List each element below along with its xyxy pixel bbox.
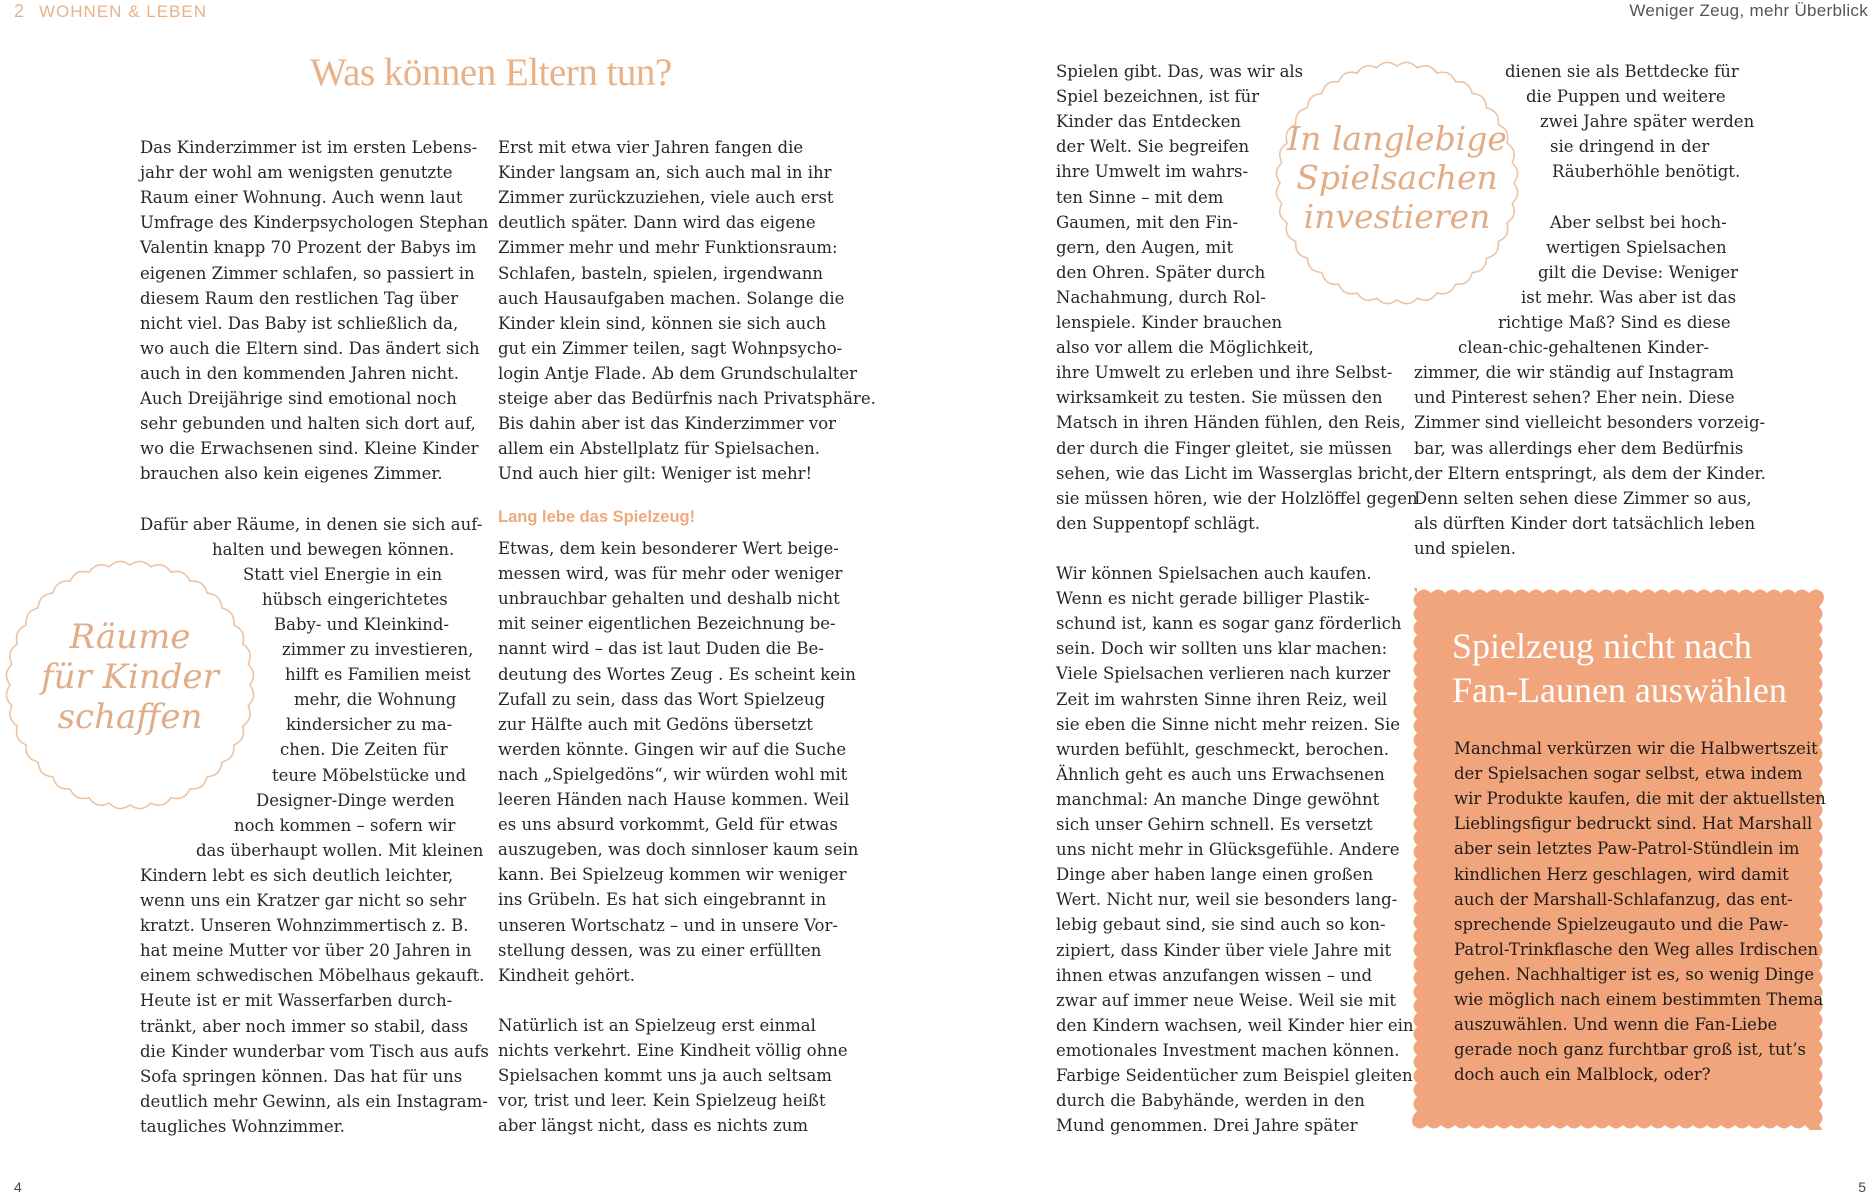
info-box	[1412, 588, 1824, 1130]
folio-left: 4	[14, 1179, 22, 1195]
text-line: Nachahmung, durch Rol-	[1056, 287, 1266, 307]
text-line: die Puppen und weitere	[1526, 87, 1726, 107]
text-line: werden könnte. Gingen wir auf die Suche	[498, 739, 847, 759]
running-head-right: Weniger Zeug, mehr Überblick	[1629, 1, 1868, 20]
info-box-text-line: Patrol-Trinkflasche den Weg alles Irdischen	[1454, 939, 1819, 959]
text-line: ihre Umwelt zu erleben und ihre Selbst-	[1056, 363, 1393, 383]
text-line: sehr gebunden und halten sich dort auf,	[140, 414, 476, 434]
text-line: Zeit im wahrsten Sinne ihren Reiz, weil	[1056, 689, 1388, 709]
text-line: taugliches Wohnzimmer.	[140, 1116, 345, 1136]
text-line: sich unser Gehirn schnell. Es versetzt	[1056, 815, 1373, 834]
text-line: kindersicher zu ma-	[286, 715, 453, 735]
text-line: Wenn es nicht gerade billiger Plastik-	[1056, 589, 1370, 609]
text-line: Statt viel Energie in ein	[243, 564, 443, 584]
text-line: das überhaupt wollen. Mit kleinen	[196, 840, 484, 860]
circle-quote-text	[1272, 120, 1522, 237]
text-line: Und auch hier gilt: Weniger ist mehr!	[498, 464, 813, 484]
text-line: den Kindern wachsen, weil Kinder hier ein	[1056, 1015, 1414, 1035]
info-box-text-line: kindlichen Herz geschlagen, wird damit	[1454, 864, 1789, 884]
text-line: Kinder klein sind, können sie sich auch	[498, 313, 827, 333]
text-line: Wir können Spielsachen auch kaufen.	[1056, 564, 1372, 583]
text-line: brauchen also kein eigenes Zimmer.	[140, 464, 443, 484]
info-box-text-line: gehen. Nachhaltiger ist es, so wenig Dinge	[1454, 964, 1815, 984]
text-line: bar, was allerdings eher dem Bedürfnis	[1414, 438, 1744, 458]
text-line: Spiel bezeichnen, ist für	[1056, 87, 1260, 107]
text-line: es uns absurd vorkommt, Geld für etwas	[498, 815, 838, 835]
subhead: Lang lebe das Spielzeug!	[498, 508, 696, 526]
pull-quote-circle-right	[1272, 58, 1522, 308]
text-line: kann. Bei Spielzeug kommen wir weniger	[498, 865, 847, 885]
text-line: Raum einer Wohnung. Auch wenn laut	[140, 188, 463, 208]
text-line: hat meine Mutter vor über 20 Jahren in	[140, 941, 472, 961]
text-line: Matsch in ihren Händen fühlen, den Reis,	[1056, 413, 1406, 433]
text-line: durch die Babyhände, werden in den	[1056, 1091, 1365, 1111]
pull-quote-circle-left	[2, 557, 258, 813]
text-line: schund ist, kann es sogar ganz förderlich	[1056, 614, 1402, 634]
text-line: deutlich später. Dann wird das eigene	[498, 213, 816, 233]
info-box-text-line: wir Produkte kaufen, die mit der aktuellsten	[1454, 789, 1826, 809]
page-title: Was können Eltern tun?	[310, 51, 672, 94]
text-line: ihnen etwas anzufangen wissen – und	[1056, 965, 1373, 985]
text-line: Gaumen, mit den Fin-	[1056, 212, 1239, 232]
text-line: Erst mit etwa vier Jahren fangen die	[498, 138, 804, 157]
text-line: Kindern lebt es sich deutlich leichter,	[140, 865, 454, 885]
text-line: vor, trist und leer. Kein Spielzeug heißt	[498, 1091, 826, 1111]
text-line: clean-chic-gehaltenen Kinder-	[1458, 338, 1710, 358]
text-line: Aber selbst bei hoch-	[1550, 212, 1727, 232]
text-line: der Welt. Sie begreifen	[1056, 137, 1250, 157]
text-line: zwei Jahre später werden	[1540, 112, 1755, 132]
text-line: mehr, die Wohnung	[294, 690, 457, 710]
info-box-text-line: aber sein letztes Paw-Patrol-Stündlein im	[1454, 839, 1800, 859]
text-line: nannt wird – das ist laut Duden die Be-	[498, 639, 824, 659]
text-line: Dinge aber haben lange einen großen	[1056, 865, 1374, 885]
running-head-left	[14, 1, 207, 22]
text-line: Farbige Seidentücher zum Beispiel gleiten	[1056, 1066, 1413, 1085]
text-line: leeren Händen nach Hause kommen. Weil	[498, 790, 850, 809]
circle-quote-line: investieren	[1303, 196, 1491, 236]
text-line: Zimmer zurückzuziehen, viele auch erst	[498, 188, 834, 208]
circle-quote-line: In langlebige	[1287, 119, 1507, 158]
text-line: Kinder das Entdecken	[1056, 112, 1242, 132]
text-line: und spielen.	[1414, 538, 1517, 558]
text-line: sie eben die Sinne nicht mehr reizen. Sie	[1056, 714, 1401, 734]
text-line: Sofa springen können. Das hat für uns	[140, 1066, 463, 1086]
text-line: chen. Die Zeiten für	[280, 740, 448, 760]
text-line: Mund genommen. Drei Jahre später	[1056, 1116, 1358, 1136]
text-line: Denn selten sehen diese Zimmer so aus,	[1414, 488, 1752, 508]
text-line: Auch Dreijährige sind emotional noch	[140, 389, 457, 408]
text-line: den Suppentopf schlägt.	[1056, 513, 1261, 533]
text-line: auch Hausaufgaben machen. Solange die	[498, 288, 845, 308]
text-line: unbrauchbar gehalten und deshalb nicht	[498, 589, 840, 609]
text-line: Bis dahin aber ist das Kinderzimmer vor	[498, 414, 837, 434]
text-line: den Ohren. Später durch	[1056, 262, 1266, 282]
text-line: diesem Raum den restlichen Tag über	[140, 288, 459, 308]
text-line: Heute ist er mit Wasserfarben durch-	[140, 991, 453, 1011]
text-line: nichts verkehrt. Eine Kindheit völlig ohne	[498, 1041, 848, 1060]
text-line: ihre Umwelt im wahrs-	[1056, 162, 1249, 182]
text-line: die Kinder wunderbar vom Tisch aus aufs	[140, 1041, 489, 1061]
text-line: Räuberhöhle benötigt.	[1552, 162, 1741, 182]
text-line: einem schwedischen Möbelhaus gekauft.	[140, 966, 485, 986]
text-line: ist mehr. Was aber ist das	[1521, 287, 1737, 307]
text-line: wertigen Spielsachen	[1546, 237, 1727, 257]
text-line: auszugeben, was doch sinnloser kaum sein	[498, 840, 859, 860]
folio-right: 5	[1858, 1179, 1866, 1195]
text-line: noch kommen – sofern wir	[234, 815, 456, 835]
text-line: gern, den Augen, mit	[1056, 237, 1234, 257]
text-line: lebig gebaut sind, sie sind auch so kon-	[1056, 915, 1386, 935]
text-line: zwar auf immer neue Weise. Weil sie mit	[1056, 990, 1396, 1010]
text-line: nicht viel. Das Baby ist schließlich da,	[140, 313, 459, 333]
text-line: unseren Wortschatz – und in unsere Vor-	[498, 915, 838, 935]
text-line: jahr der wohl am wenigsten genutzte	[140, 163, 453, 183]
text-line: zipiert, dass Kinder über viele Jahre mit	[1056, 940, 1392, 960]
text-line: sie müssen hören, wie der Holzlöffel gegen	[1056, 488, 1418, 508]
text-line: sehen, wie das Licht im Wasserglas bricht,	[1056, 463, 1414, 483]
circle-quote-line: schaffen	[57, 697, 203, 738]
circle-quote-text	[2, 617, 258, 737]
text-line: Umfrage des Kinderpsychologen Stephan	[140, 213, 489, 233]
text-line: wo die Erwachsenen sind. Kleine Kinder	[140, 439, 479, 459]
text-line: zimmer zu investieren,	[282, 640, 474, 659]
text-line: Baby- und Kleinkind-	[274, 614, 450, 634]
info-box-text-line: doch auch ein Malblock, oder?	[1454, 1065, 1711, 1085]
text-line: der durch die Finger gleitet, sie müssen	[1056, 438, 1393, 458]
info-box-text-line: wie möglich nach einem bestimmten Thema	[1454, 990, 1824, 1009]
text-line: deutlich mehr Gewinn, als ein Instagram-	[140, 1091, 488, 1111]
info-box-text-line: auszuwählen. Und wenn die Fan-Liebe	[1454, 1015, 1778, 1035]
text-line: Viele Spielsachen verlieren nach kurzer	[1056, 664, 1391, 684]
info-box-title-line: Spielzeug nicht nach	[1452, 626, 1752, 666]
text-line: tränkt, aber noch immer so stabil, dass	[140, 1016, 469, 1036]
text-line: dienen sie als Bettdecke für	[1505, 62, 1739, 81]
text-line: emotionales Investment machen können.	[1056, 1040, 1400, 1060]
text-line: sein. Doch wir sollten uns klar machen:	[1056, 639, 1388, 659]
text-line: manchmal: An manche Dinge gewöhnt	[1056, 789, 1380, 809]
text-line: Schlafen, basteln, spielen, irgendwann	[498, 263, 824, 283]
text-line: Das Kinderzimmer ist im ersten Lebens-	[140, 138, 478, 157]
text-line: Kindheit gehört.	[498, 965, 635, 985]
info-box-text-line: auch der Marshall-Schlafanzug, das ent-	[1454, 889, 1793, 909]
text-line: richtige Maß? Sind es diese	[1498, 313, 1731, 332]
text-line: gilt die Devise: Weniger	[1538, 262, 1738, 282]
text-line: gut ein Zimmer teilen, sagt Wohnpsycho-	[498, 338, 843, 358]
text-line: Ähnlich geht es auch uns Erwachsenen	[1056, 764, 1385, 784]
circle-quote-line: Spielsachen	[1296, 157, 1498, 197]
text-line: ten Sinne – mit dem	[1056, 187, 1224, 207]
info-box-text-line: sprechende Spielzeugauto und die Paw-	[1454, 914, 1789, 934]
text-line: teure Möbelstücke und	[272, 765, 467, 785]
text-line: Kinder langsam an, sich auch mal in ihr	[498, 163, 832, 183]
text-line: und Pinterest sehen? Eher nein. Diese	[1414, 388, 1735, 408]
text-line: wo auch die Eltern sind. Das ändert sich	[140, 338, 480, 358]
text-line: nach „Spielgedöns“, wir würden wohl mit	[498, 764, 848, 784]
text-line: Spielen gibt. Das, was wir als	[1056, 62, 1304, 81]
text-line: Zimmer mehr und mehr Funktionsraum:	[498, 238, 838, 258]
text-line: Natürlich ist an Spielzeug erst einmal	[498, 1015, 816, 1035]
text-line: stellung dessen, was zu einer erfüllten	[498, 940, 822, 960]
page-number-label: 2	[14, 1, 26, 21]
text-line: wirksamkeit zu testen. Sie müssen den	[1056, 388, 1383, 408]
circle-quote-line: Räume	[69, 617, 191, 657]
text-line: messen wird, was für mehr oder weniger	[498, 564, 843, 584]
text-line: halten und bewegen können.	[212, 539, 455, 559]
text-line: hilft es Familien meist	[285, 665, 471, 685]
info-box-text-line: der Spielsachen sogar selbst, etwa indem	[1454, 764, 1803, 784]
text-line: wenn uns ein Kratzer gar nicht so sehr	[140, 891, 467, 910]
info-box-title-line: Fan-Launen auswählen	[1452, 670, 1787, 710]
text-line: Valentin knapp 70 Prozent der Babys im	[140, 238, 477, 258]
text-line: auch in den kommenden Jahren nicht.	[140, 363, 459, 383]
circle-quote-line: für Kinder	[41, 657, 219, 698]
text-line: als dürften Kinder dort tatsächlich leben	[1414, 513, 1756, 533]
text-line: hübsch eingerichtetes	[262, 589, 448, 609]
text-line: Dafür aber Räume, in denen sie sich auf-	[140, 514, 483, 534]
text-line: Designer-Dinge werden	[256, 790, 455, 810]
text-line: mit seiner eigentlichen Bezeichnung be-	[498, 614, 836, 634]
text-line: sie dringend in der	[1550, 137, 1710, 157]
info-box-text-line: Lieblingsfigur bedruckt sind. Hat Marshall	[1454, 814, 1813, 834]
info-box-text-line: Manchmal verkürzen wir die Halbwertszeit	[1454, 739, 1818, 758]
text-line: allem ein Abstellplatz für Spielsachen.	[498, 439, 820, 459]
text-line: Etwas, dem kein besonderer Wert beige-	[498, 539, 839, 558]
text-line: wurden befühlt, geschmeckt, berochen.	[1056, 739, 1390, 759]
text-line: also vor allem die Möglichkeit,	[1056, 338, 1314, 358]
text-line: eigenen Zimmer schlafen, so passiert in	[140, 263, 475, 283]
text-line: zur Hälfte auch mit Gedöns übersetzt	[498, 714, 813, 734]
text-line: steige aber das Bedürfnis nach Privatsphäre.	[498, 389, 876, 408]
section-label: WOHNEN & LEBEN	[39, 2, 207, 21]
text-line: der Eltern entspringt, als dem der Kinder.	[1414, 463, 1766, 483]
text-line: deutung des Wortes Zeug . Es scheint kein	[498, 664, 856, 684]
info-box-text-line: gerade noch ganz furchtbar groß ist, tut’s	[1454, 1040, 1807, 1060]
text-line: ins Grübeln. Es hat sich eingebrannt in	[498, 890, 827, 910]
text-line: Spielsachen kommt uns ja auch seltsam	[498, 1066, 832, 1086]
text-line: lenspiele. Kinder brauchen	[1056, 313, 1283, 332]
text-line: Wert. Nicht nur, weil sie besonders lang-	[1056, 890, 1398, 910]
text-line: uns nicht mehr in Glücksgefühle. Andere	[1056, 840, 1400, 860]
text-line: aber längst nicht, dass es nichts zum	[498, 1116, 808, 1136]
text-line: Zufall zu sein, dass das Wort Spielzeug	[498, 689, 826, 709]
text-line: zimmer, die wir ständig auf Instagram	[1414, 363, 1735, 383]
text-line: login Antje Flade. Ab dem Grundschulalter	[498, 363, 858, 383]
text-line: kratzt. Unseren Wohnzimmertisch z. B.	[140, 916, 469, 936]
text-line: Zimmer sind vielleicht besonders vorzeig-	[1414, 413, 1766, 433]
